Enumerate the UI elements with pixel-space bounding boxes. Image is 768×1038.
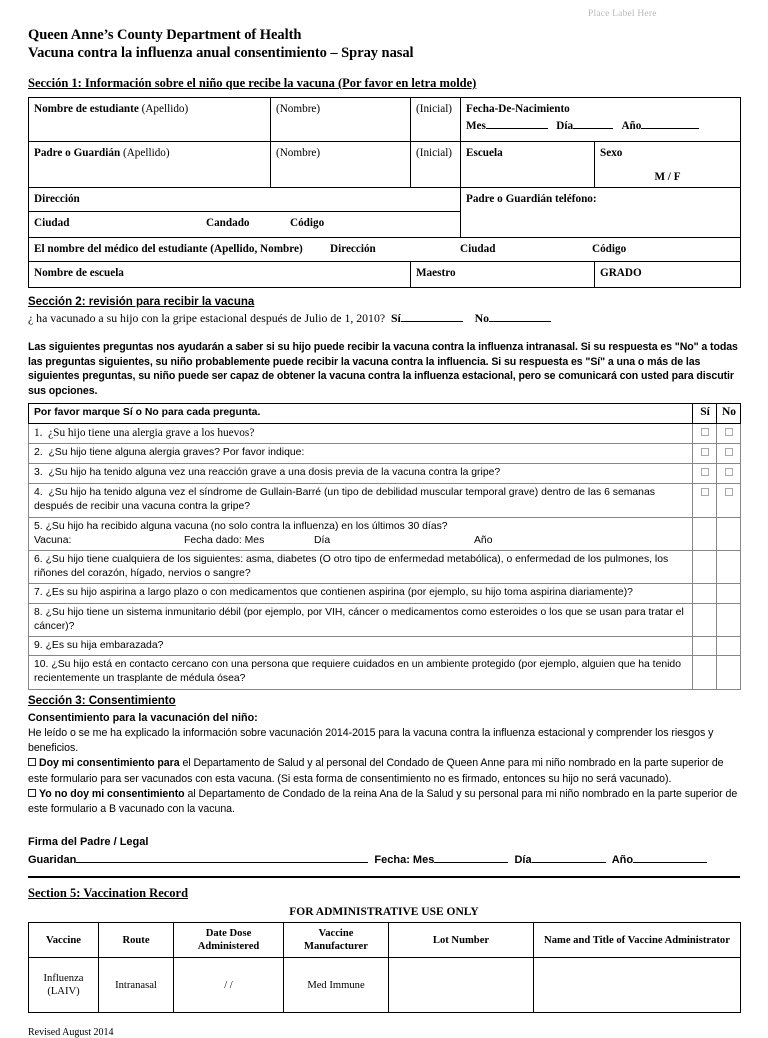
student-initial-cell[interactable] (411, 98, 461, 142)
question-5-text: ¿Su hijo ha recibido alguna vacuna (no solo contra la influenza) en los últimos 30 días? (45, 520, 448, 532)
table-row (29, 958, 741, 1013)
question-2-number: 2. (34, 446, 43, 458)
consent-no-rest-text: al Departamento de Condado de la reina Ana de la Salud y su personal para mi niño nombrado en la parte superior de este formulario a B vacunado con la vacuna. (28, 787, 738, 816)
seasonal-flu-question: ¿ ha vacunado a su hijo con la gripe estacional después de Julio de 1, 2010? (28, 311, 386, 325)
inicial-paren-2: (Inicial) (416, 147, 453, 159)
question-2-si-cell[interactable] (693, 443, 717, 463)
question-8-no-cell[interactable] (717, 603, 741, 636)
question-10-cell (29, 656, 693, 689)
question-9-cell (29, 637, 693, 656)
table-row (29, 484, 741, 517)
question-4-cell (29, 484, 693, 517)
dob-ano-label: Año (621, 120, 642, 132)
section5-heading: Section 5: Vaccination Record (28, 886, 189, 901)
fecha-ano-label: Año (611, 854, 634, 867)
organization-title: Queen Anne’s County Department of Health (28, 27, 302, 43)
consent-yes-bold-text: Doy mi consentimiento para (39, 757, 180, 770)
section3-heading: Sección 3: Consentimiento (28, 694, 176, 707)
sexo-mf-options[interactable]: M / F (654, 171, 681, 183)
student-name-cell[interactable] (29, 98, 271, 142)
question-8-cell (29, 603, 693, 636)
vaccination-record-table (28, 922, 741, 1013)
parent-phone-label: Padre o Guardián teléfono: (466, 193, 597, 205)
escuela-cell[interactable] (461, 142, 595, 188)
fecha-dia-label: Día (514, 854, 532, 867)
question-1-no-cell[interactable] (717, 423, 741, 443)
signature-block (28, 834, 740, 868)
signature-label-line2-row (28, 850, 740, 868)
question-7-si-cell[interactable] (693, 584, 717, 603)
candado-label: Candado (206, 217, 250, 229)
revised-footer: Revised August 2014 (28, 1027, 114, 1038)
maestro-cell[interactable] (411, 262, 595, 288)
screening-intro-paragraph: Las siguientes preguntas nos ayudarán a saber si su hijo puede recibir la vacuna contra la influenza intranasal. Si su respuesta es "No" a todas las preguntas siguientes, su niño probablemente puede recibir la vacuna contra la influencia. Si su respuesta es "Sí" a una o más de las siguientes preguntas, su niño puede ser capaz de obtener la vacuna contra la influenza estacional, pero se comunicará con usted para discutir sus opciones. (28, 341, 738, 397)
parent-phone-cell[interactable] (461, 188, 741, 238)
question-1-si-cell[interactable] (693, 423, 717, 443)
cell-administrator[interactable] (534, 958, 741, 1013)
question-5-subfields (34, 534, 688, 548)
question-4-number: 4. (34, 487, 43, 499)
section1-heading: Sección 1: Información sobre el niño que recibe la vacuna (Por favor en letra molde) (28, 76, 477, 90)
section3-subheading: Consentimiento para la vacunación del niño: (28, 711, 258, 724)
table-row (29, 142, 741, 188)
place-label-text: Place Label Here (588, 9, 657, 19)
question-10-no-cell[interactable] (717, 656, 741, 689)
fecha-mes-blank[interactable] (434, 850, 508, 863)
question-4-text: ¿Su hijo ha tenido alguna vez el síndrome de Gullain-Barré (un tipo de debilidad muscular temporal grave) dentro de las 6 semanas después de recibir una vacuna contra la gripe? (34, 487, 655, 513)
question-1-text: ¿Su hijo tiene una alergia grave a los huevos? (48, 426, 255, 439)
section2-heading: Sección 2: revisión para recibir la vacuna (28, 296, 255, 308)
q5-vacuna-label: Vacuna: (34, 534, 72, 546)
checkbox-icon[interactable] (725, 468, 733, 476)
table-row (29, 551, 741, 584)
cell-vaccine: Influenza (LAIV) (29, 958, 99, 1013)
question-3-cell (29, 463, 693, 483)
doctor-direccion-label: Dirección (330, 243, 376, 255)
question-5-cell (29, 517, 693, 550)
school-name-cell[interactable] (29, 262, 411, 288)
seasonal-flu-question-row (28, 310, 740, 326)
fecha-dia-blank[interactable] (532, 850, 606, 863)
si-label: Sí (390, 311, 401, 325)
table-row (29, 584, 741, 603)
question-9-text: ¿Es su hija embarazada? (45, 640, 164, 652)
question-2-text: ¿Su hijo tiene alguna alergia graves? Por favor indique: (48, 446, 305, 458)
fecha-ano-blank[interactable] (633, 850, 707, 863)
signature-label-line1: Firma del Padre / Legal (28, 836, 149, 849)
inicial-paren: (Inicial) (416, 103, 453, 115)
dob-cell[interactable] (461, 98, 741, 142)
dob-ano-blank[interactable] (641, 118, 699, 129)
question-9-no-cell[interactable] (717, 637, 741, 656)
consent-no-bold-text: Yo no doy mi consentimiento (39, 787, 185, 800)
question-2-no-cell[interactable] (717, 443, 741, 463)
question-3-number: 3. (34, 466, 43, 478)
question-5-number: 5. (34, 520, 43, 532)
column-header-si: Sí (693, 404, 717, 423)
checkbox-icon[interactable] (701, 488, 709, 496)
grado-label: GRADO (600, 267, 642, 279)
page-title: Vacuna contra la influenza anual consentimiento – Spray nasal (28, 45, 414, 61)
dob-mes-blank[interactable] (486, 118, 548, 129)
question-9-si-cell[interactable] (693, 637, 717, 656)
consent-intro-paragraph: He leído o se me ha explicado la información sobre vacunación 2014-2015 para la vacuna contra la influenza estacional y comprender los riesgos y beneficios. (28, 726, 714, 754)
doctor-name-label: El nombre del médico del estudiante (Apellido, Nombre) (34, 243, 303, 255)
question-6-cell (29, 551, 693, 584)
signature-label-line2: Guaridan (28, 854, 77, 867)
question-6-text: ¿Su hijo tiene cualquiera de los siguientes: asma, diabetes (O otro tipo de enfermedad metabólica), o enfermedad de los pulmones, los riñones del corazón, hígado, nervios o sangre? (34, 554, 669, 580)
question-3-si-cell[interactable] (693, 463, 717, 483)
question-4-si-cell[interactable] (693, 484, 717, 517)
q5-dia-label: Día (314, 534, 331, 546)
table-row (29, 423, 741, 443)
dob-dia-blank[interactable] (573, 118, 613, 129)
cell-route: Intranasal (99, 958, 174, 1013)
checkbox-icon[interactable] (701, 468, 709, 476)
question-4-no-cell[interactable] (717, 484, 741, 517)
table-row (29, 656, 741, 689)
dob-mes-label: Mes (466, 120, 486, 132)
questions-header-label: Por favor marque Sí o No para cada pregunta. (29, 404, 693, 423)
student-name-paren: (Apellido) (141, 103, 189, 115)
question-3-text: ¿Su hijo ha tenido alguna vez una reacción grave a una dosis previa de la vacuna contra la gripe? (48, 466, 501, 478)
question-1-number: 1. (34, 426, 43, 439)
question-6-no-cell[interactable] (717, 551, 741, 584)
question-2-cell (29, 443, 693, 463)
question-10-text: ¿Su hijo está en contacto cercano con una persona que requiere cuidados en un ambiente protegido (por ejemplo, alguien que ha tenido recientemente un trasplante de médula ósea? (34, 659, 681, 685)
cell-manufacturer: Med Immune (284, 958, 389, 1013)
no-label: No (474, 311, 490, 325)
question-8-text: ¿Su hijo tiene un sistema inmunitario débil (por ejemplo, por VIH, cáncer o medicamentos como esteroides o los que se usan para tratar el cáncer)? (34, 606, 684, 632)
checkbox-icon[interactable] (725, 488, 733, 496)
nombre-paren-2: (Nombre) (276, 147, 321, 159)
column-header-no: No (717, 404, 741, 423)
col-lot-number: Lot Number (389, 923, 534, 958)
col-date-dose-administered: Date Dose Administered (174, 923, 284, 958)
q5-fecha-label: Fecha dado: Mes (184, 534, 265, 546)
parent-name-cell[interactable] (29, 142, 271, 188)
checkbox-icon[interactable] (701, 448, 709, 456)
dob-label: Fecha-De-Nacimiento (466, 103, 570, 115)
dob-dia-label: Día (556, 120, 574, 132)
col-vaccine-manufacturer: Vaccine Manufacturer (284, 923, 389, 958)
doctor-codigo-label: Código (592, 243, 627, 255)
codigo-label: Código (290, 217, 325, 229)
parent-name-paren: (Apellido) (123, 147, 170, 159)
grado-cell[interactable] (595, 262, 741, 288)
question-3-no-cell[interactable] (717, 463, 741, 483)
nombre-escuela-label: Nombre de escuela (34, 267, 124, 279)
question-8-number: 8. (34, 606, 43, 618)
question-7-number: 7. (34, 587, 43, 599)
nombre-paren: (Nombre) (276, 103, 321, 115)
q5-ano-label: Año (474, 534, 493, 546)
question-7-text: ¿Es su hijo aspirina a largo plazo o con medicamentos que contienen aspirina (por ejemplo, su hijo toma aspirina diariamente)? (45, 587, 633, 599)
question-9-number: 9. (34, 640, 43, 652)
table-row (29, 463, 741, 483)
cell-date[interactable]: / / (174, 958, 284, 1013)
admin-use-only-label: FOR ADMINISTRATIVE USE ONLY (289, 906, 479, 919)
student-name-label: Nombre de estudiante (34, 103, 139, 115)
consent-no-checkbox-icon[interactable] (28, 789, 36, 797)
escuela-label: Escuela (466, 147, 503, 159)
section-divider (28, 876, 740, 878)
table-row (29, 603, 741, 636)
question-5-no-cell[interactable] (717, 517, 741, 550)
direccion-cell[interactable] (29, 188, 461, 212)
parent-firstname-cell[interactable] (271, 142, 411, 188)
checkbox-icon[interactable] (725, 428, 733, 436)
question-6-si-cell[interactable] (693, 551, 717, 584)
table-row (29, 238, 741, 262)
table-row (29, 188, 741, 212)
col-route: Route (99, 923, 174, 958)
doctor-ciudad-label: Ciudad (460, 243, 496, 255)
table-row (29, 262, 741, 288)
si-blank[interactable] (401, 310, 463, 322)
consent-yes-paragraph (28, 756, 740, 787)
cell-lot-number[interactable] (389, 958, 534, 1013)
sexo-cell[interactable] (595, 142, 741, 188)
doctor-info-cell[interactable] (29, 238, 741, 262)
question-10-number: 10. (34, 659, 49, 671)
checkbox-icon[interactable] (725, 448, 733, 456)
question-8-si-cell[interactable] (693, 603, 717, 636)
student-info-table (28, 97, 741, 288)
table-row (29, 443, 741, 463)
col-administrator: Name and Title of Vaccine Administrator (534, 923, 741, 958)
direccion-label: Dirección (34, 193, 80, 205)
question-1-cell (29, 423, 693, 443)
ciudad-candado-codigo-cell[interactable] (29, 212, 461, 238)
table-row (29, 98, 741, 142)
table-row (29, 517, 741, 550)
checkbox-icon[interactable] (701, 428, 709, 436)
sexo-label: Sexo (600, 147, 623, 159)
consent-yes-rest-text: el Departamento de Salud y al personal del Condado de Queen Anne para mi niño nombrado en la parte superior de este formulario para ser vacunados con esta vacuna. (Si esta forma de consentimiento no es firmado, entonces su hijo no será vacunado). (28, 757, 724, 785)
ciudad-label: Ciudad (34, 217, 70, 229)
question-7-cell (29, 584, 693, 603)
question-6-number: 6. (34, 554, 43, 565)
no-blank[interactable] (489, 310, 551, 322)
table-row (29, 637, 741, 656)
parent-initial-cell[interactable] (411, 142, 461, 188)
consent-yes-checkbox-icon[interactable] (28, 758, 36, 766)
questions-table-header (29, 404, 741, 423)
vaccination-table-header (29, 923, 741, 958)
screening-questions-table (28, 403, 741, 689)
question-5-si-cell[interactable] (693, 517, 717, 550)
parent-name-label: Padre o Guardián (34, 147, 121, 159)
student-firstname-cell[interactable] (271, 98, 411, 142)
fecha-mes-label: Fecha: Mes (374, 854, 435, 867)
maestro-label: Maestro (416, 267, 456, 279)
col-vaccine: Vaccine (29, 923, 99, 958)
signature-blank[interactable] (76, 850, 368, 863)
question-10-si-cell[interactable] (693, 656, 717, 689)
question-7-no-cell[interactable] (717, 584, 741, 603)
consent-no-paragraph (28, 787, 740, 818)
